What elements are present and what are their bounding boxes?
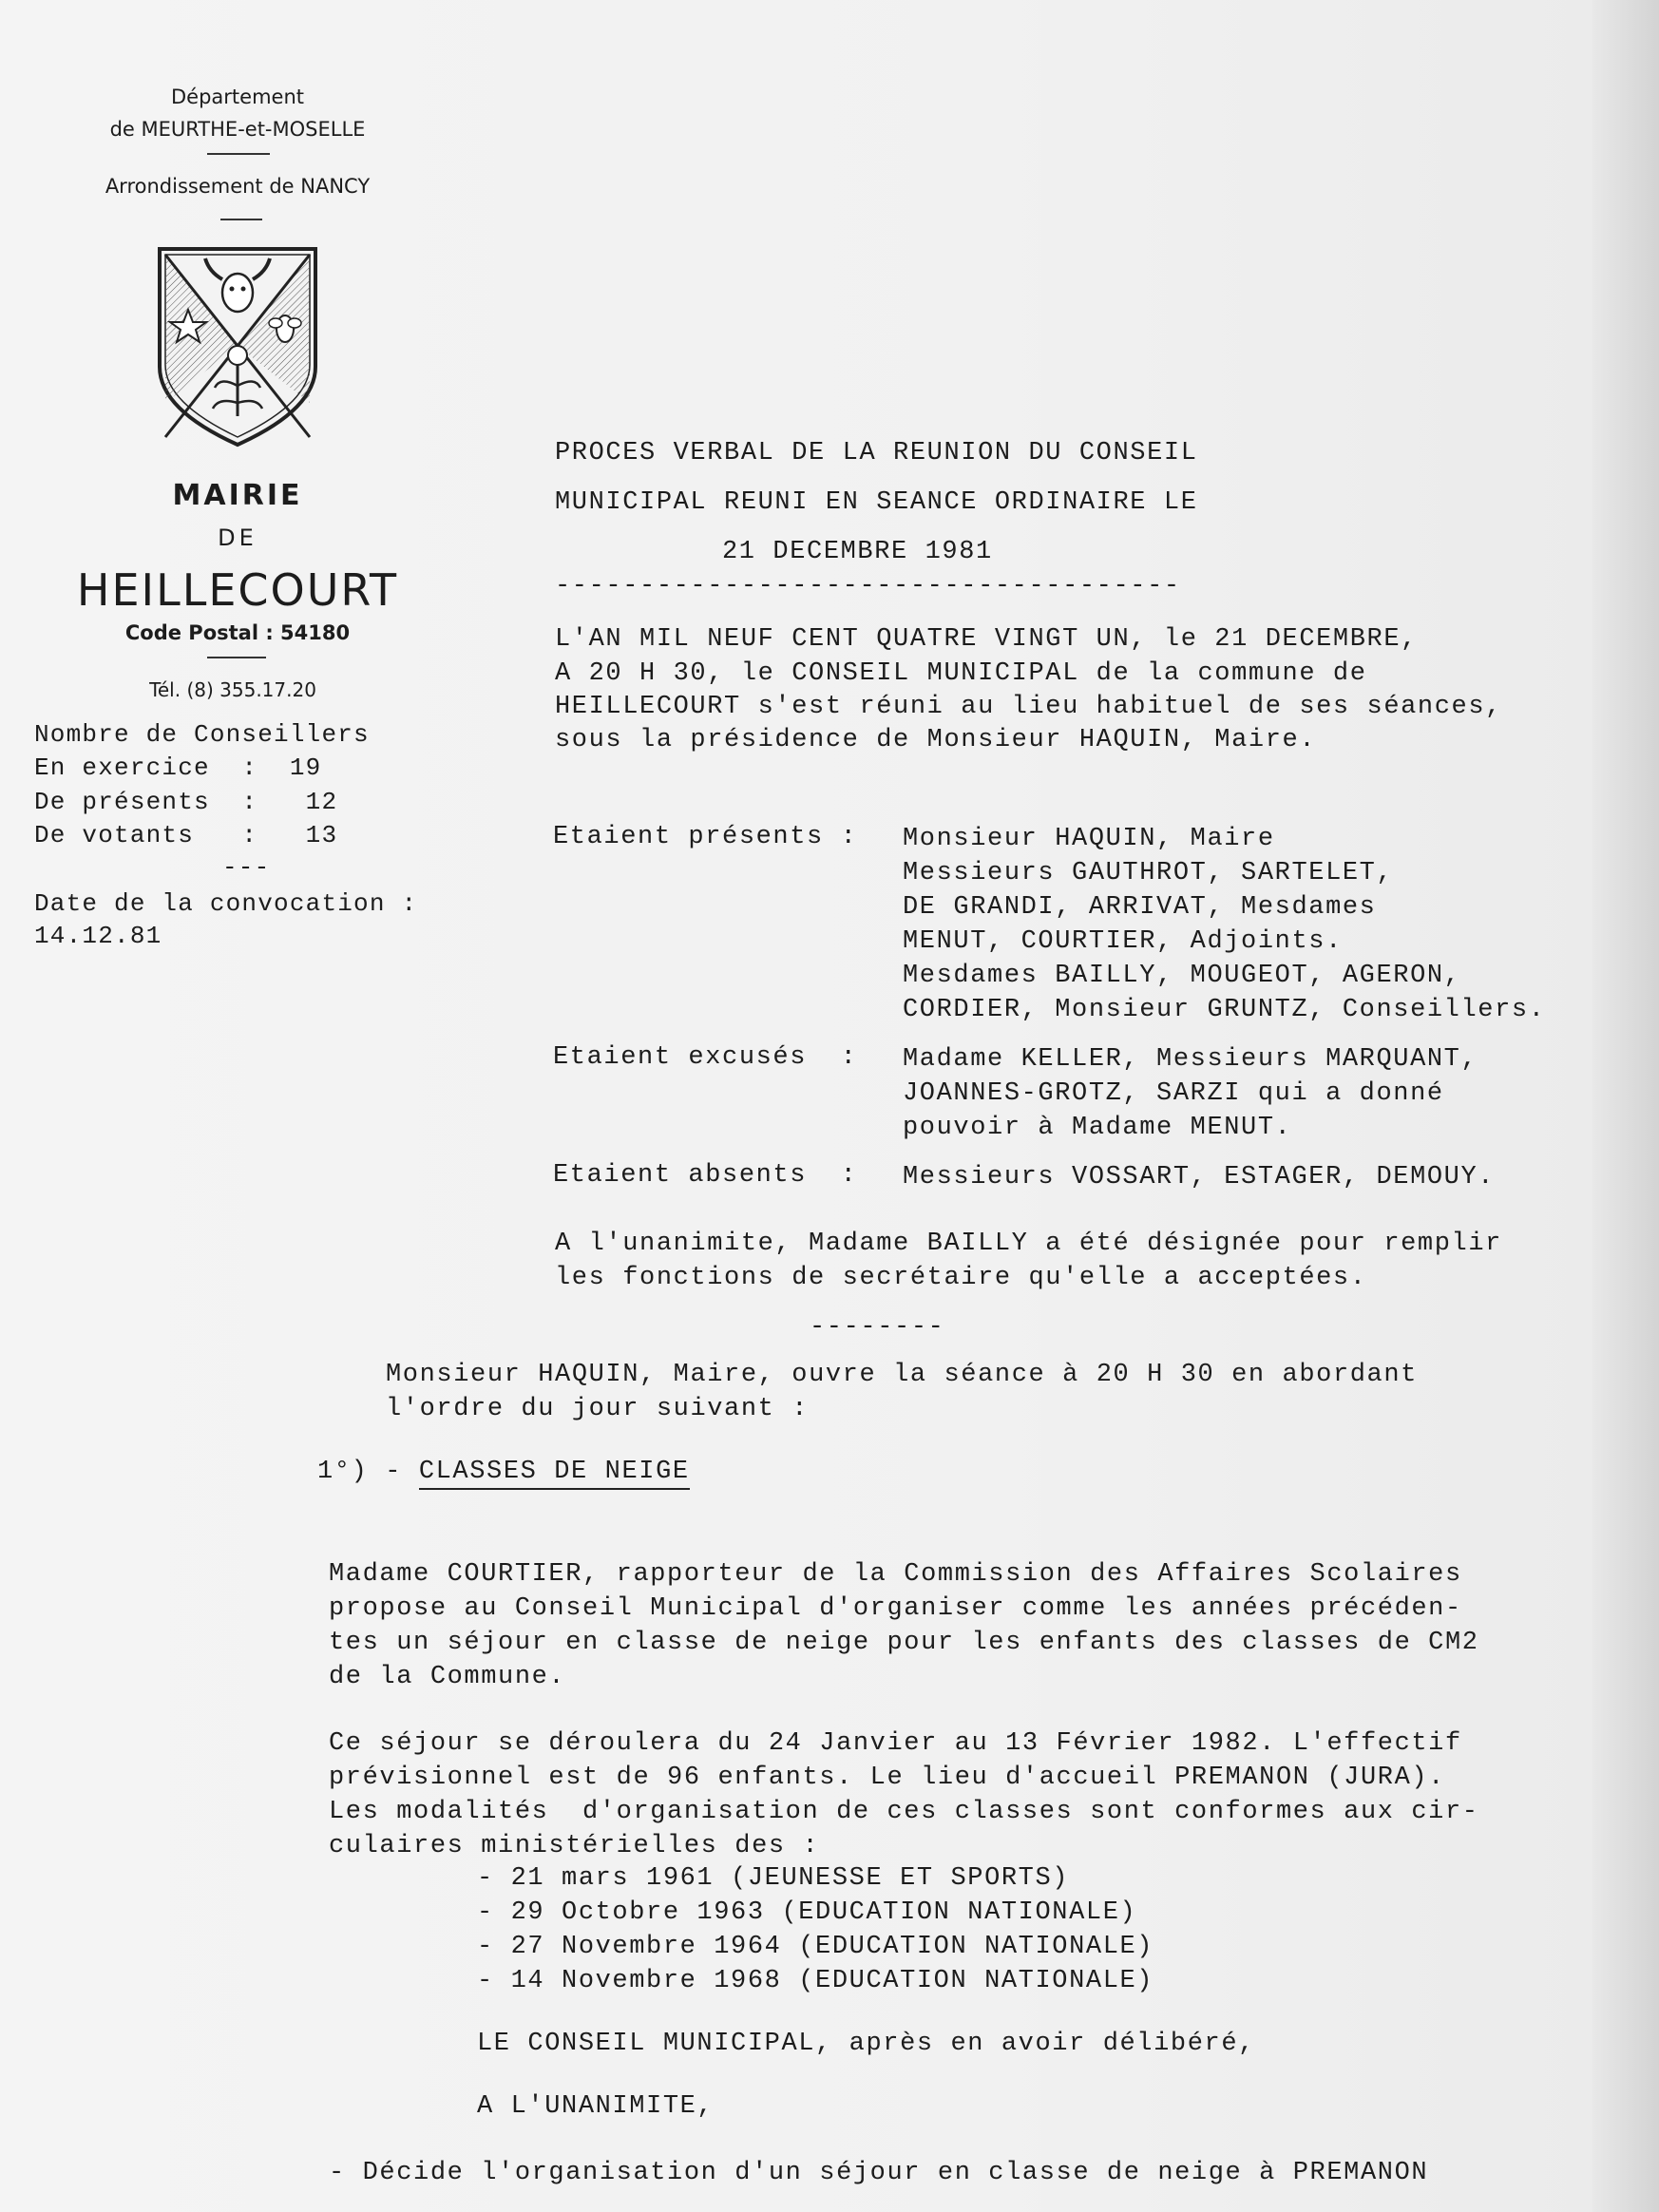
counts-presents: De présents : 12 [34, 788, 338, 816]
intro-line: L'AN MIL NEUF CENT QUATRE VINGT UN, le 21 DECEMBRE, [555, 625, 1418, 654]
presents-line: DE GRANDI, ARRIVAT, Mesdames [903, 893, 1377, 922]
counts-en-exercice: En exercice : 19 [34, 753, 322, 782]
header-dash-3 [207, 657, 266, 658]
circular-item: - 27 Novembre 1964 (EDUCATION NATIONALE) [477, 1933, 1154, 1961]
title-line1: PROCES VERBAL DE LA REUNION DU CONSEIL [555, 439, 1198, 467]
title-rule: ------------------------------------- [555, 572, 1181, 601]
para2-line: culaires ministérielles des : [329, 1832, 820, 1860]
decision-line: - Décide l'organisation d'un séjour en classe de neige à PREMANON [329, 2159, 1429, 2187]
presents-line: MENUT, COURTIER, Adjoints. [903, 927, 1343, 956]
unanimity: A L'UNANIMITE, [477, 2092, 715, 2121]
excuses-line: pouvoir à Madame MENUT. [903, 1114, 1292, 1142]
counts-title: Nombre de Conseillers [34, 720, 370, 749]
excuses-line: JOANNES-GROTZ, SARZI qui a donné [903, 1079, 1444, 1108]
presents-line: Mesdames BAILLY, MOUGEOT, AGERON, [903, 962, 1461, 990]
header-dash-1 [207, 153, 270, 155]
para1-line: Madame COURTIER, rapporteur de la Commission des Affaires Scolaires [329, 1560, 1462, 1589]
convocation-date: 14.12.81 [34, 922, 162, 950]
presents-label: Etaient présents : [553, 823, 858, 851]
intro-line: A 20 H 30, le CONSEIL MUNICIPAL de la commune de [555, 659, 1367, 688]
intro-line: sous la présidence de Monsieur HAQUIN, Maire. [555, 726, 1317, 754]
para1-line: propose au Conseil Municipal d'organiser comme les années précéden- [329, 1594, 1462, 1623]
deliberation: LE CONSEIL MUNICIPAL, après en avoir délibéré, [477, 2030, 1255, 2058]
title-line2: MUNICIPAL REUNI EN SEANCE ORDINAIRE LE [555, 488, 1198, 517]
secretary-line: A l'unanimite, Madame BAILLY a été désignée pour remplir [555, 1230, 1502, 1258]
postal-code: Code Postal : 54180 [124, 621, 351, 644]
para1-line: tes un séjour en classe de neige pour les enfants des classes de CM2 [329, 1629, 1479, 1657]
commune-name: HEILLECOURT [76, 564, 399, 616]
title-line3: 21 DECEMBRE 1981 [722, 538, 993, 566]
page-edge [1592, 0, 1659, 2212]
absents-label: Etaient absents : [553, 1161, 858, 1190]
section-1-title: CLASSES DE NEIGE [419, 1458, 690, 1490]
excuses-label: Etaient excusés : [553, 1043, 858, 1072]
convocation-label: Date de la convocation : [34, 889, 418, 918]
secretary-line: les fonctions de secrétaire qu'elle a acceptées. [555, 1264, 1367, 1292]
section-1-heading [317, 1458, 690, 1486]
para2-line: prévisionnel est de 96 enfants. Le lieu d'accueil PREMANON (JURA). [329, 1764, 1445, 1792]
separator-2: -------- [810, 1313, 945, 1342]
section-1-number: 1°) - [317, 1458, 419, 1486]
presents-line: Monsieur HAQUIN, Maire [903, 825, 1275, 853]
intro-line: HEILLECOURT s'est réuni au lieu habituel de ses séances, [555, 693, 1502, 721]
department-line1: Département [171, 86, 304, 108]
opening-line: Monsieur HAQUIN, Maire, ouvre la séance à 20 H 30 en abordant [386, 1361, 1418, 1389]
counts-votants: De votants : 13 [34, 821, 338, 849]
excuses-line: Madame KELLER, Messieurs MARQUANT, [903, 1045, 1478, 1074]
de-label: DE [218, 524, 257, 551]
para1-line: de la Commune. [329, 1663, 566, 1691]
circular-item: - 14 Novembre 1968 (EDUCATION NATIONALE) [477, 1967, 1154, 1995]
coat-of-arms-icon [152, 243, 323, 452]
counts-separator: --- [222, 853, 271, 882]
mairie-label: MAIRIE [172, 479, 303, 512]
circular-item: - 29 Octobre 1963 (EDUCATION NATIONALE) [477, 1898, 1137, 1927]
para2-line: Les modalités d'organisation de ces classes sont conformes aux cir- [329, 1798, 1479, 1826]
opening-line: l'ordre du jour suivant : [386, 1395, 810, 1423]
para2-line: Ce séjour se déroulera du 24 Janvier au 13 Février 1982. L'effectif [329, 1729, 1462, 1758]
absents-line: Messieurs VOSSART, ESTAGER, DEMOUY. [903, 1163, 1496, 1192]
presents-line: Messieurs GAUTHROT, SARTELET, [903, 859, 1394, 887]
arrondissement: Arrondissement de NANCY [105, 175, 371, 198]
telephone: Tél. (8) 355.17.20 [149, 678, 316, 701]
presents-line: CORDIER, Monsieur GRUNTZ, Conseillers. [903, 996, 1546, 1024]
department-line2: de MEURTHE-et-MOSELLE [109, 118, 366, 141]
header-dash-2 [220, 219, 262, 220]
circular-item: - 21 mars 1961 (JEUNESSE ET SPORTS) [477, 1864, 1070, 1893]
